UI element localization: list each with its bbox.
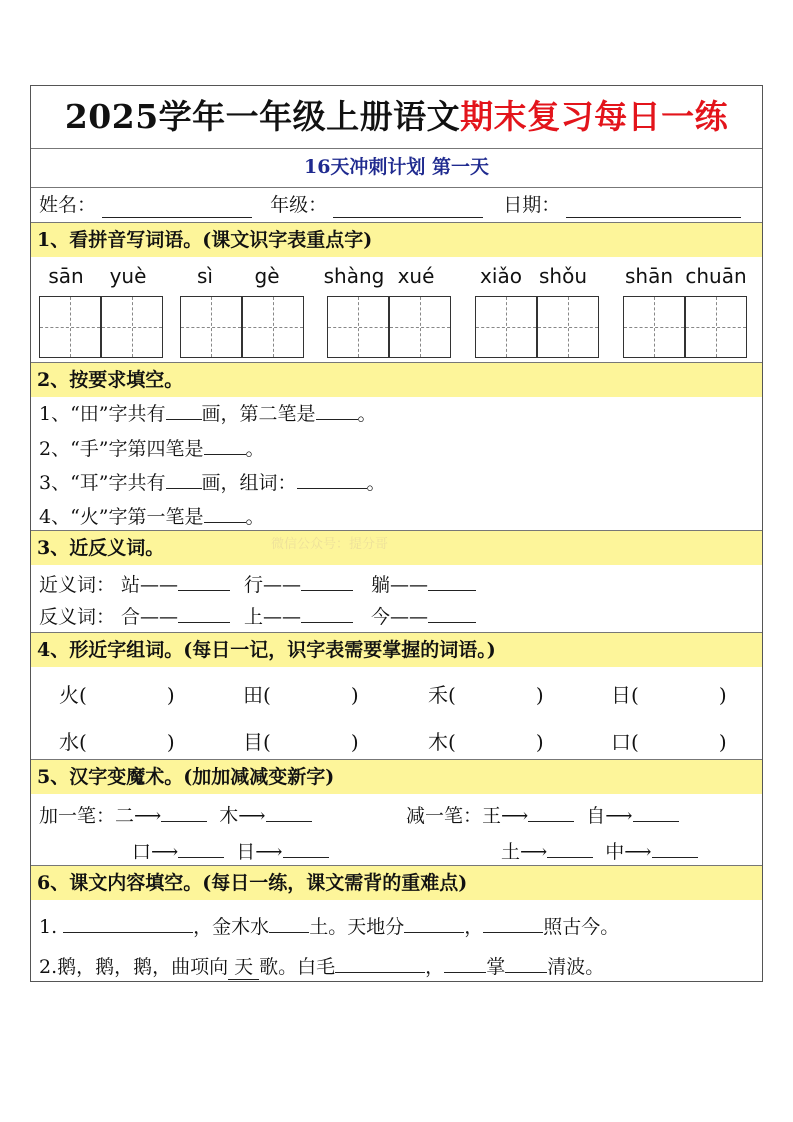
answer-blank[interactable] xyxy=(547,839,593,858)
question-text: 3、“耳”字共有 xyxy=(39,472,166,494)
word-group-item xyxy=(611,726,727,755)
word-prompt: 上—— xyxy=(244,606,302,628)
student-info-row xyxy=(31,188,762,222)
add-stroke-label: 加一笔： xyxy=(39,805,116,827)
line-text: ， xyxy=(425,956,445,978)
page-subtitle: 16天冲刺计划 第一天 xyxy=(303,156,490,178)
word-prompt: 行—— xyxy=(244,574,302,596)
close-paren: ) xyxy=(535,683,544,707)
question-text: 画，组词： xyxy=(201,472,297,494)
answer-blank[interactable] xyxy=(404,914,464,933)
line-text: 清波。 xyxy=(547,956,605,978)
add-stroke-row xyxy=(39,801,312,828)
question-text: 。 xyxy=(245,438,265,460)
answer-blank[interactable] xyxy=(652,839,698,858)
question-text: 。 xyxy=(357,403,377,425)
word-group-item xyxy=(243,726,359,755)
section-4-heading: 4、形近字组词。(每日一记，识字表需要掌握的词语。) xyxy=(31,633,762,667)
answer-blank[interactable] xyxy=(505,954,547,973)
answer-blank[interactable] xyxy=(428,572,476,591)
recitation-line xyxy=(39,912,619,939)
answer-blank[interactable] xyxy=(297,470,367,489)
open-paren: ( xyxy=(631,683,639,707)
answer-blank[interactable] xyxy=(63,914,193,933)
close-paren: ) xyxy=(166,683,175,707)
word-group-item xyxy=(59,679,175,708)
pinyin-label: xiǎo xyxy=(480,264,522,288)
section-3-heading: 3、近反义词。 xyxy=(31,531,762,565)
word-prompt: 躺—— xyxy=(371,574,429,596)
writing-box[interactable] xyxy=(537,296,599,358)
answer-blank[interactable] xyxy=(204,436,246,455)
answer-blank[interactable] xyxy=(178,839,224,858)
section-1-heading: 1、看拼音写词语。(课文识字表重点字) xyxy=(31,223,762,257)
close-paren: ) xyxy=(350,730,359,754)
char-prompt: 日⟶ xyxy=(236,841,283,863)
open-paren: ( xyxy=(79,730,87,754)
line-text: 1. xyxy=(39,916,64,938)
name-field[interactable] xyxy=(102,195,252,218)
pinyin-label: gè xyxy=(254,264,280,288)
char-prompt: 王⟶ xyxy=(482,805,529,827)
title-highlight: 期末复习每日一练 xyxy=(460,97,729,136)
char-prompt: 口⟶ xyxy=(132,841,179,863)
answer-blank[interactable] xyxy=(428,604,476,623)
answer-blank[interactable] xyxy=(444,954,486,973)
answer-blank[interactable] xyxy=(483,914,543,933)
synonym-label: 近义词： xyxy=(39,574,116,596)
open-paren: ( xyxy=(263,683,271,707)
answer-blank[interactable] xyxy=(178,604,230,623)
answer-blank[interactable] xyxy=(204,504,246,523)
section-5-heading: 5、汉字变魔术。(加加减减变新字) xyxy=(31,760,762,794)
name-label: 姓名： xyxy=(39,194,97,216)
answer-blank[interactable] xyxy=(266,803,312,822)
character: 田 xyxy=(243,683,263,707)
writing-box[interactable] xyxy=(101,296,163,358)
synonym-row xyxy=(39,570,476,597)
char-prompt: 中⟶ xyxy=(605,841,652,863)
question-text: 画，第二笔是 xyxy=(201,403,316,425)
open-paren: ( xyxy=(448,683,456,707)
question-text: 4、“火”字第一笔是 xyxy=(39,506,204,528)
add-stroke-row xyxy=(132,837,329,864)
pinyin-label: xué xyxy=(397,264,435,288)
answer-blank[interactable] xyxy=(316,401,358,420)
character: 火 xyxy=(59,683,79,707)
writing-box[interactable] xyxy=(327,296,389,358)
answer-blank[interactable] xyxy=(166,470,202,489)
close-paren: ) xyxy=(535,730,544,754)
pinyin-label: shàng xyxy=(323,264,385,288)
char-prompt: 土⟶ xyxy=(501,841,548,863)
page-title xyxy=(31,86,762,148)
antonym-row xyxy=(39,602,476,629)
recitation-line xyxy=(39,952,604,980)
filled-answer: 天 xyxy=(228,952,259,980)
sub-stroke-row xyxy=(501,837,698,864)
open-paren: ( xyxy=(79,683,87,707)
close-paren: ) xyxy=(166,730,175,754)
sub-stroke-label: 减一笔： xyxy=(406,805,483,827)
close-paren: ) xyxy=(718,683,727,707)
fill-question xyxy=(39,468,386,495)
character: 禾 xyxy=(428,683,448,707)
line-text: 照古今。 xyxy=(543,916,620,938)
antonym-label: 反义词： xyxy=(39,606,116,628)
char-prompt: 木⟶ xyxy=(219,805,266,827)
word-prompt: 合—— xyxy=(121,606,179,628)
date-field[interactable] xyxy=(566,195,741,218)
fill-question xyxy=(39,399,377,426)
question-text: 1、“田”字共有 xyxy=(39,403,166,425)
writing-box[interactable] xyxy=(242,296,304,358)
question-text: 。 xyxy=(366,472,386,494)
writing-box[interactable] xyxy=(475,296,537,358)
fill-question xyxy=(39,502,265,529)
word-group-item xyxy=(428,726,544,755)
answer-blank[interactable] xyxy=(178,572,230,591)
answer-blank[interactable] xyxy=(633,803,679,822)
grade-field[interactable] xyxy=(333,195,483,218)
section-2-heading: 2、按要求填空。 xyxy=(31,363,762,397)
date-label: 日期： xyxy=(503,194,561,216)
open-paren: ( xyxy=(448,730,456,754)
character: 水 xyxy=(59,730,79,754)
pinyin-label: sān xyxy=(48,264,84,288)
answer-blank[interactable] xyxy=(301,572,353,591)
character: 口 xyxy=(611,730,631,754)
line-text: ，金木水 xyxy=(193,916,270,938)
character: 目 xyxy=(243,730,263,754)
writing-box[interactable] xyxy=(685,296,747,358)
answer-blank[interactable] xyxy=(301,604,353,623)
sub-stroke-row xyxy=(406,801,679,828)
answer-blank[interactable] xyxy=(283,839,329,858)
character: 日 xyxy=(611,683,631,707)
word-prompt: 今—— xyxy=(371,606,429,628)
fill-question xyxy=(39,434,265,461)
open-paren: ( xyxy=(263,730,271,754)
answer-blank[interactable] xyxy=(269,914,309,933)
answer-blank[interactable] xyxy=(335,954,425,973)
question-text: 2、“手”字第四笔是 xyxy=(39,438,204,460)
section-6-heading: 6、课文内容填空。(每日一练，课文需背的重难点) xyxy=(31,866,762,900)
character: 木 xyxy=(428,730,448,754)
line-text: 歌。白毛 xyxy=(259,956,336,978)
question-text: 。 xyxy=(245,506,265,528)
pinyin-label: chuān xyxy=(685,264,747,288)
grade-label: 年级： xyxy=(270,194,328,216)
line-text: ， xyxy=(464,916,484,938)
answer-blank[interactable] xyxy=(528,803,574,822)
writing-box[interactable] xyxy=(180,296,242,358)
close-paren: ) xyxy=(350,683,359,707)
pinyin-label: sì xyxy=(197,264,213,288)
watermark: 微信公众号：提分哥 xyxy=(271,537,389,552)
pinyin-label: yuè xyxy=(109,264,147,288)
writing-box[interactable] xyxy=(623,296,685,358)
char-prompt: 自⟶ xyxy=(586,805,633,827)
answer-blank[interactable] xyxy=(166,401,202,420)
line-text: 2.鹅，鹅，鹅，曲项向 xyxy=(39,956,229,978)
word-prompt: 站—— xyxy=(121,574,179,596)
word-group-item xyxy=(59,726,175,755)
title-main: 2025学年一年级上册语文 xyxy=(64,97,461,136)
pinyin-label: shǒu xyxy=(538,264,587,288)
writing-box[interactable] xyxy=(389,296,451,358)
open-paren: ( xyxy=(631,730,639,754)
pinyin-label: shān xyxy=(624,264,674,288)
word-group-item xyxy=(428,679,544,708)
close-paren: ) xyxy=(718,730,727,754)
worksheet xyxy=(30,85,763,982)
line-text: 掌 xyxy=(486,956,506,978)
line-text: 土。天地分 xyxy=(309,916,405,938)
word-group-item xyxy=(243,679,359,708)
char-prompt: 二⟶ xyxy=(115,805,162,827)
word-group-item xyxy=(611,679,727,708)
writing-box[interactable] xyxy=(39,296,101,358)
answer-blank[interactable] xyxy=(161,803,207,822)
